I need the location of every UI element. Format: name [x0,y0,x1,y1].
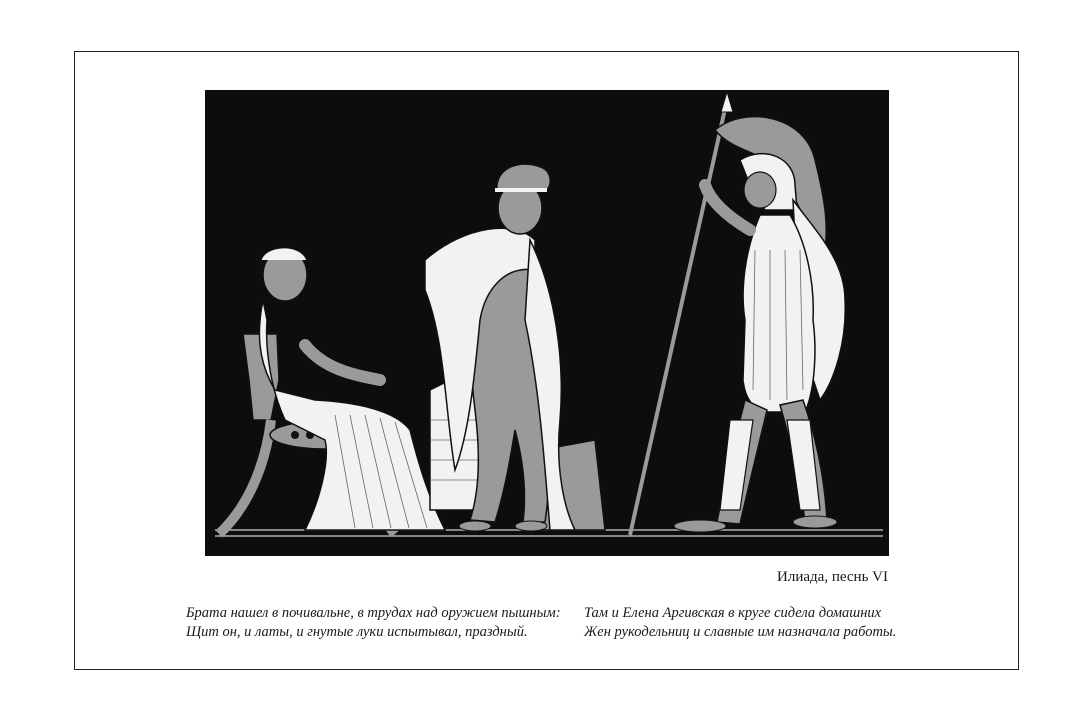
helen-figure [219,248,445,534]
verse-line: Жен рукодельниц и славные им назначала работы. [584,624,897,640]
verse-line: Там и Елена Аргивская в круге сидела домашних [584,605,882,621]
hector-figure [674,117,845,532]
paris-figure [425,164,605,531]
floor [215,530,883,536]
verse-line: Брата нашел в почивальне, в трудах над оружием пышным: [186,605,561,621]
spear [630,92,733,535]
illustration [205,90,889,556]
verse-right [584,604,896,642]
verse-line: Щит он, и латы, и гнутые луки испытывал, праздный. [186,624,528,640]
illustration-caption: Илиада, песнь VI [777,569,888,585]
verse-left [186,604,561,642]
